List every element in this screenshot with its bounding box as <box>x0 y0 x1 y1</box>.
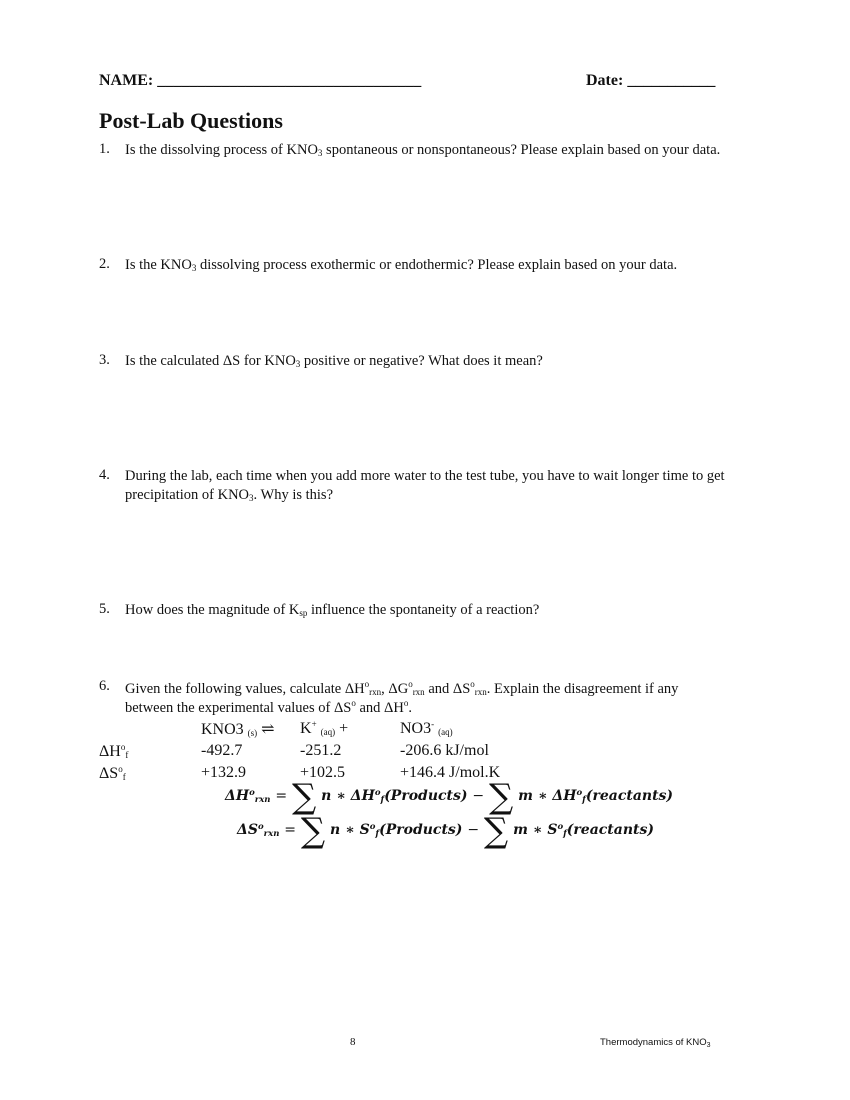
question-4-text-line2: precipitation of $KNO_3$. Why is this? <box>125 487 334 503</box>
species-kno3: KNO3 $_{(s)}$ ⇌ <box>201 721 275 738</box>
name-field-label: NAME: _________________________________ <box>99 72 422 89</box>
question-6-text-line2: between the experimental values of $\Delta S^o$ and $\Delta H^o$. <box>125 698 412 716</box>
summation-symbol: ∑ <box>483 811 509 851</box>
row-label-entropy: $\Delta S^o_f$ <box>99 764 126 782</box>
question-number: 2. <box>99 256 110 272</box>
question-2-text: Is the $KNO_3$ dissolving process exothermic or endothermic? Please explain based on your data. <box>125 257 678 273</box>
question-number: 6. <box>99 678 110 694</box>
footer-title: Thermodynamics of $KNO_3$ <box>600 1037 711 1049</box>
question-4-text-line1: During the lab, each time when you add more water to the test tube, you have to wait longer time to get <box>125 468 725 484</box>
table-cell: -492.7 <box>201 742 243 759</box>
summation-symbol: ∑ <box>291 777 317 817</box>
question-6-text-line1: Given the following values, calculate $\Delta H^o_{rxn}$, $\Delta G^o_{rxn}$ and $\Delta S^o_{rxn}$. Explain the disagreement if any <box>125 679 679 697</box>
question-1-text: Is the dissolving process of $KNO_3$ spontaneous or nonspontaneous? Please explain based on your data. <box>125 142 721 158</box>
question-number: 4. <box>99 467 110 483</box>
question-number: 1. <box>99 141 110 157</box>
entropy-formula: $\Delta S^orxn$ = ∑ n ∗ $S^of(Products)$ − ∑ m ∗ $S^of(reactants)$ <box>237 811 654 851</box>
table-cell: +132.9 <box>201 764 247 781</box>
species-no3-ion: NO3- $_{(aq)}$ <box>400 719 453 737</box>
question-5-text: How does the magnitude of $K_{sp}$ influence the spontaneity of a reaction? <box>125 602 540 618</box>
table-cell: -206.6 kJ/mol <box>400 742 489 759</box>
page-title: Post-Lab Questions <box>99 108 283 133</box>
question-number: 3. <box>99 352 110 368</box>
table-cell: -251.2 <box>300 742 342 759</box>
species-k-ion: K+ $_{(aq)}$ + <box>300 719 349 737</box>
question-3-text: Is the calculated ΔS for $KNO_3$ positive or negative? What does it mean? <box>125 353 543 369</box>
table-cell: +146.4 J/mol.K <box>400 764 501 781</box>
summation-symbol: ∑ <box>489 777 514 817</box>
enthalpy-formula: $\Delta H^orxn$ = ∑ n ∗ $\Delta H^of(Products)$ − ∑ m ∗ $\Delta H^of(reactants)$ <box>225 777 674 817</box>
date-field-label: Date: ___________ <box>586 72 716 89</box>
question-number: 5. <box>99 601 110 617</box>
summation-symbol: ∑ <box>300 811 326 851</box>
row-label-enthalpy: $\Delta H^o_f$ <box>99 742 129 760</box>
table-cell: +102.5 <box>300 764 346 781</box>
page-number: 8 <box>350 1036 356 1048</box>
